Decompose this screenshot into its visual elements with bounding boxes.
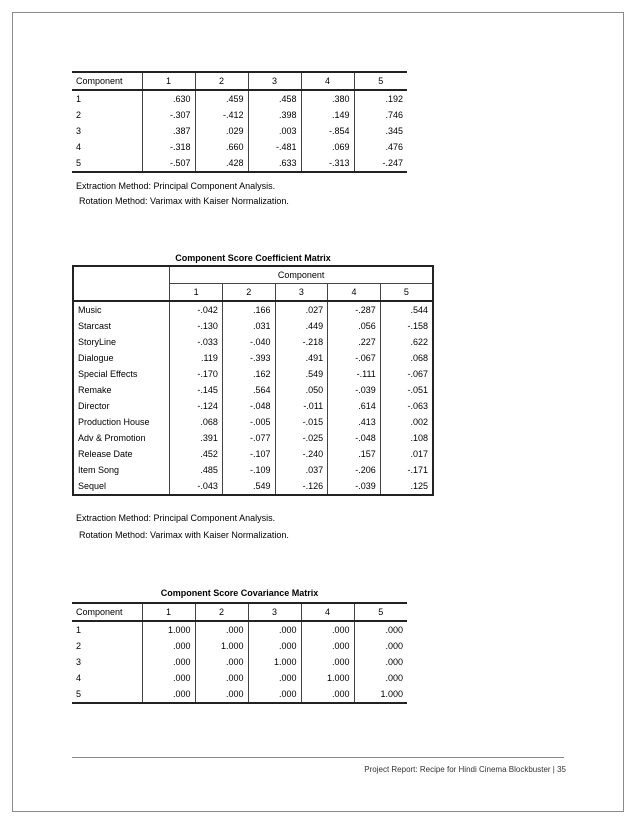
header-component: Component — [72, 603, 142, 621]
cell-value: -.025 — [275, 430, 328, 446]
row-label: 4 — [76, 673, 82, 683]
cell-value: -.307 — [142, 107, 195, 123]
cell-value: .000 — [195, 654, 248, 670]
row-label: StoryLine — [73, 334, 170, 350]
table-row — [72, 123, 407, 139]
row-label: Production House — [73, 414, 170, 430]
cell-value: -.247 — [354, 155, 407, 172]
cell-value: .125 — [380, 478, 433, 495]
cell-value: .000 — [248, 638, 301, 654]
extraction-note-2: Extraction Method: Principal Component Analysis. — [76, 513, 276, 523]
header-col-2: 2 — [222, 284, 275, 302]
cell-value: .031 — [222, 318, 275, 334]
cell-value: .449 — [275, 318, 328, 334]
component-transformation-table — [72, 71, 407, 173]
cell-value: .037 — [275, 462, 328, 478]
row-label: 3 — [76, 657, 82, 667]
header-blank-cell — [73, 266, 170, 301]
cell-value: -.077 — [222, 430, 275, 446]
cell-value: 1.000 — [301, 670, 354, 686]
cell-value: .050 — [275, 382, 328, 398]
cell-value: 1.000 — [142, 621, 195, 638]
coefficient-matrix-title: Component Score Coefficient Matrix — [175, 253, 331, 263]
cell-value: .000 — [354, 621, 407, 638]
table-row — [72, 107, 407, 123]
cell-value: .000 — [301, 638, 354, 654]
cell-value: .000 — [142, 654, 195, 670]
table-row — [72, 654, 407, 670]
cell-value: .056 — [328, 318, 381, 334]
cell-value: .000 — [301, 621, 354, 638]
cell-value: 1.000 — [195, 638, 248, 654]
cell-value: .544 — [380, 301, 433, 318]
header-col-3: 3 — [248, 603, 301, 621]
cell-value: -.481 — [248, 139, 301, 155]
cell-value: -.033 — [170, 334, 223, 350]
cell-value: .000 — [248, 686, 301, 703]
cell-value: .119 — [170, 350, 223, 366]
table-row — [72, 686, 407, 703]
cell-value: -.042 — [170, 301, 223, 318]
row-label: Sequel — [73, 478, 170, 495]
cell-value: .398 — [248, 107, 301, 123]
table-header-row — [73, 266, 433, 284]
header-col-1: 1 — [170, 284, 223, 302]
table-row — [73, 478, 433, 495]
cell-value: .630 — [142, 90, 195, 107]
cell-value: -.063 — [380, 398, 433, 414]
row-label: Starcast — [73, 318, 170, 334]
cell-value: .564 — [222, 382, 275, 398]
cell-value: -.109 — [222, 462, 275, 478]
cell-value: -.107 — [222, 446, 275, 462]
table-row — [73, 446, 433, 462]
cell-value: 1.000 — [354, 686, 407, 703]
header-col-4: 4 — [301, 72, 354, 90]
cell-value: .000 — [195, 670, 248, 686]
table-header-row — [72, 72, 407, 90]
table-row — [73, 334, 433, 350]
cell-value: -.318 — [142, 139, 195, 155]
cell-value: -.111 — [328, 366, 381, 382]
cell-value: -.393 — [222, 350, 275, 366]
rotation-note-1: Rotation Method: Varimax with Kaiser Normalization. — [79, 196, 289, 206]
row-label: Dialogue — [73, 350, 170, 366]
cell-value: .000 — [195, 686, 248, 703]
cell-value: .000 — [301, 686, 354, 703]
cell-value: .000 — [301, 654, 354, 670]
cell-value: .391 — [170, 430, 223, 446]
cell-value: .029 — [195, 123, 248, 139]
cell-value: .069 — [301, 139, 354, 155]
row-label: 1 — [76, 94, 82, 104]
cell-value: -.015 — [275, 414, 328, 430]
row-label: 4 — [76, 142, 82, 152]
cell-value: -.043 — [170, 478, 223, 495]
cell-value: .027 — [275, 301, 328, 318]
table-row — [73, 462, 433, 478]
cell-value: -.507 — [142, 155, 195, 172]
table-row — [73, 318, 433, 334]
cell-value: -.067 — [380, 366, 433, 382]
cell-value: .380 — [301, 90, 354, 107]
table-row — [73, 398, 433, 414]
header-col-4: 4 — [328, 284, 381, 302]
cell-value: -.170 — [170, 366, 223, 382]
cell-value: -.040 — [222, 334, 275, 350]
row-label: Music — [73, 301, 170, 318]
cell-value: .157 — [328, 446, 381, 462]
row-label: Adv & Promotion — [73, 430, 170, 446]
cell-value: .000 — [142, 670, 195, 686]
cell-value: .458 — [248, 90, 301, 107]
cell-value: .162 — [222, 366, 275, 382]
table-row — [72, 155, 407, 172]
cell-value: -.158 — [380, 318, 433, 334]
cell-value: .000 — [354, 670, 407, 686]
header-col-5: 5 — [354, 72, 407, 90]
cell-value: -.039 — [328, 382, 381, 398]
cell-value: .003 — [248, 123, 301, 139]
cell-value: -.854 — [301, 123, 354, 139]
table-row — [72, 621, 407, 638]
row-label: 1 — [76, 625, 82, 635]
header-col-5: 5 — [354, 603, 407, 621]
row-label: 3 — [76, 126, 82, 136]
cell-value: -.005 — [222, 414, 275, 430]
row-label: 5 — [72, 686, 142, 703]
cell-value: .660 — [195, 139, 248, 155]
header-col-1: 1 — [142, 603, 195, 621]
cell-value: .000 — [248, 670, 301, 686]
cell-value: -.048 — [222, 398, 275, 414]
cell-value: -.240 — [275, 446, 328, 462]
cell-value: .428 — [195, 155, 248, 172]
header-col-4: 4 — [301, 603, 354, 621]
cell-value: .614 — [328, 398, 381, 414]
cell-value: .000 — [354, 638, 407, 654]
table-row — [73, 301, 433, 318]
cell-value: -.313 — [301, 155, 354, 172]
cell-value: .413 — [328, 414, 381, 430]
row-label: Special Effects — [73, 366, 170, 382]
table-row — [73, 430, 433, 446]
cell-value: .549 — [222, 478, 275, 495]
header-component: Component — [72, 72, 142, 90]
cell-value: -.130 — [170, 318, 223, 334]
footer-text: Project Report: Recipe for Hindi Cinema Blockbuster | 35 — [364, 765, 566, 774]
cell-value: 1.000 — [248, 654, 301, 670]
footer-divider — [72, 757, 564, 758]
rotation-note-2: Rotation Method: Varimax with Kaiser Normalization. — [79, 530, 289, 540]
header-col-2: 2 — [195, 603, 248, 621]
cell-value: .622 — [380, 334, 433, 350]
cell-value: .166 — [222, 301, 275, 318]
row-label: 5 — [72, 155, 142, 172]
cell-value: -.287 — [328, 301, 381, 318]
header-col-3: 3 — [275, 284, 328, 302]
cell-value: -.011 — [275, 398, 328, 414]
row-label: 2 — [76, 110, 82, 120]
row-label: Item Song — [73, 462, 170, 478]
cell-value: .633 — [248, 155, 301, 172]
table-row — [73, 366, 433, 382]
cell-value: .746 — [354, 107, 407, 123]
header-col-2: 2 — [195, 72, 248, 90]
table-row — [72, 139, 407, 155]
row-label: Director — [73, 398, 170, 414]
covariance-matrix-title: Component Score Covariance Matrix — [160, 588, 319, 598]
cell-value: .000 — [195, 621, 248, 638]
cell-value: -.051 — [380, 382, 433, 398]
row-label: 2 — [76, 641, 82, 651]
cell-value: .491 — [275, 350, 328, 366]
header-col-5: 5 — [380, 284, 433, 302]
table-row — [73, 350, 433, 366]
covariance-matrix-table — [72, 602, 407, 704]
cell-value: -.124 — [170, 398, 223, 414]
header-component-group: Component — [170, 266, 433, 284]
table-row — [73, 414, 433, 430]
cell-value: -.067 — [328, 350, 381, 366]
header-col-1: 1 — [142, 72, 195, 90]
table-header-row — [72, 603, 407, 621]
cell-value: -.039 — [328, 478, 381, 495]
cell-value: -.206 — [328, 462, 381, 478]
cell-value: .485 — [170, 462, 223, 478]
cell-value: .002 — [380, 414, 433, 430]
cell-value: .000 — [142, 638, 195, 654]
cell-value: .387 — [142, 123, 195, 139]
table-row — [73, 382, 433, 398]
cell-value: .345 — [354, 123, 407, 139]
cell-value: .192 — [354, 90, 407, 107]
extraction-note-1: Extraction Method: Principal Component Analysis. — [76, 181, 276, 191]
cell-value: .068 — [170, 414, 223, 430]
cell-value: .149 — [301, 107, 354, 123]
cell-value: .068 — [380, 350, 433, 366]
cell-value: -.126 — [275, 478, 328, 495]
table-row — [72, 670, 407, 686]
coefficient-matrix-table — [72, 265, 434, 496]
table-row — [72, 638, 407, 654]
row-label: Remake — [73, 382, 170, 398]
cell-value: .108 — [380, 430, 433, 446]
cell-value: .227 — [328, 334, 381, 350]
cell-value: .000 — [248, 621, 301, 638]
cell-value: .476 — [354, 139, 407, 155]
row-label: Release Date — [73, 446, 170, 462]
cell-value: .017 — [380, 446, 433, 462]
cell-value: .000 — [354, 654, 407, 670]
cell-value: -.145 — [170, 382, 223, 398]
header-col-3: 3 — [248, 72, 301, 90]
table-row — [72, 90, 407, 107]
cell-value: .452 — [170, 446, 223, 462]
cell-value: .000 — [142, 686, 195, 703]
cell-value: -.412 — [195, 107, 248, 123]
cell-value: -.171 — [380, 462, 433, 478]
cell-value: .459 — [195, 90, 248, 107]
cell-value: -.218 — [275, 334, 328, 350]
cell-value: -.048 — [328, 430, 381, 446]
cell-value: .549 — [275, 366, 328, 382]
